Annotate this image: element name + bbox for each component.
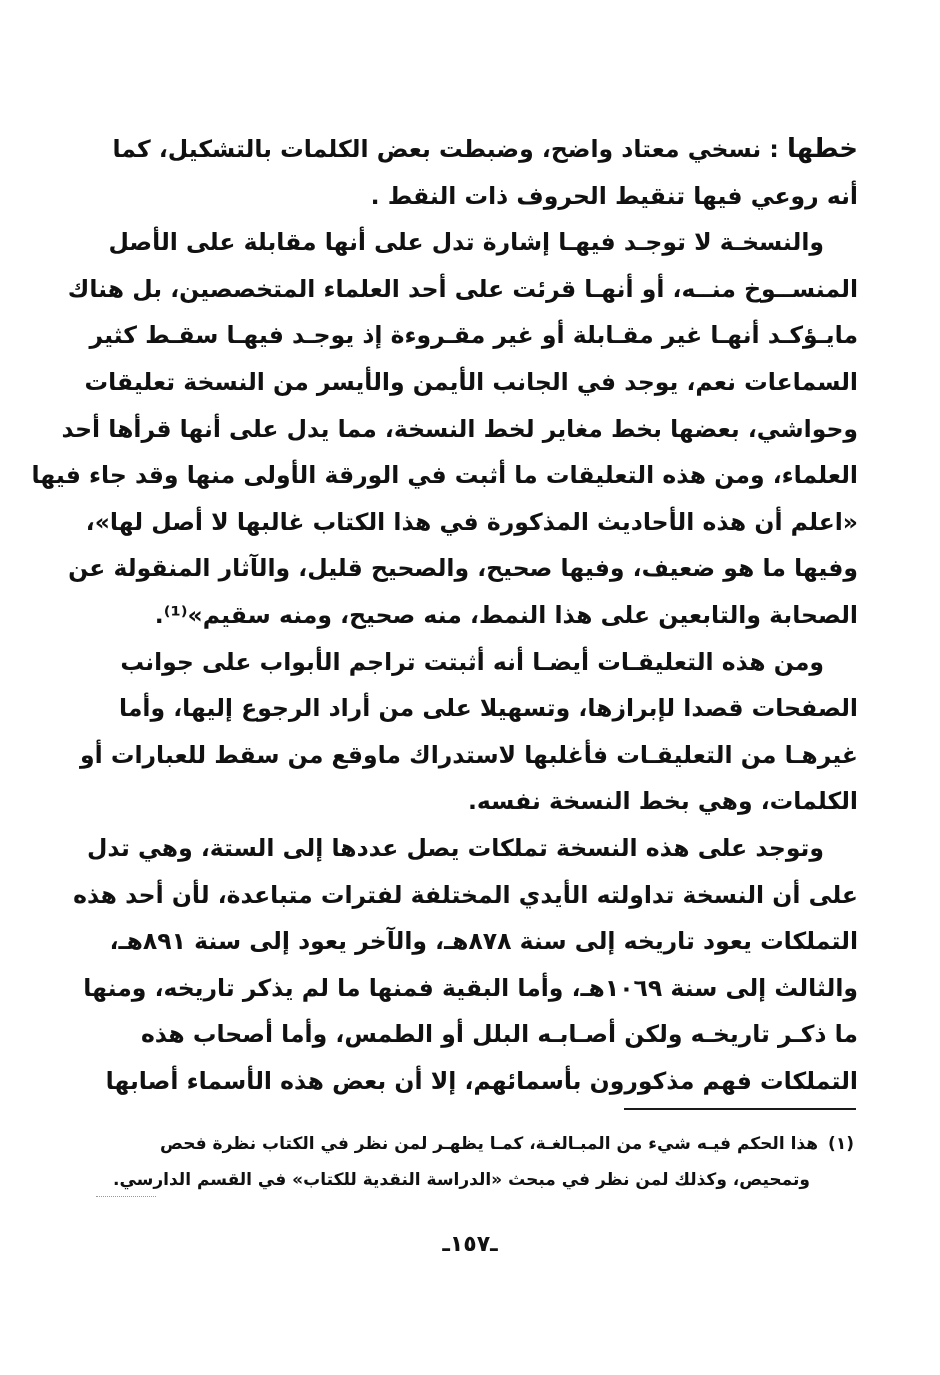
text-line-1-rest: : نسخي معتاد واضح، وضبطت بعض الكلمات بالتشكيل، كما [112,135,779,163]
footnote-line-1-text: هذا الحكم فيـه شيء من المبـالغـة، كمـا يظهـر لمن نظر في الكتاب نظرة فحص [160,1134,819,1154]
text-line-18: التملكات يعود تاريخه إلى سنة ٨٧٨هـ، والآخر يعود إلى سنة ٨٩١هـ، [109,927,858,956]
text-line-20: ما ذكـر تاريخـه ولكن أصـابـه البلل أو الطمس، وأما أصحاب هذه [140,1020,858,1049]
text-line-12 [120,639,858,686]
page-number: ـ١٥٧ـ [442,1232,498,1257]
text-line-1 [112,126,858,173]
text-line-19: والثالث إلى سنة ١٠٦٩هـ، وأما البقية فمنها ما لم يذكر تاريخه، ومنها [83,973,858,1002]
footnote [113,1126,854,1198]
text-line-17: على أن النسخة تداولته الأيدي المختلفة لفترات متباعدة، لأن أحد هذه [73,880,858,909]
text-line-9: «اعلم أن هذه الأحاديث المذكورة في هذا الكتاب غالبها لا أصل لها»، [85,507,858,536]
text-line-14: غيرهـا من التعليقـات فأغلبها لاستدراك ماوقع من سقط للعبارات أو [79,740,858,769]
text-line-8: العلماء، ومن هذه التعليقات ما أثبت في الورقة الأولى منها وقد جاء فيها [31,461,858,490]
text-line-4: المنســوخ منــه، أو أنهـا قرئت على أحد العلماء المتخصصين، بل هناك [67,274,858,303]
text-line-16 [87,825,858,872]
text-line-16-content: وتوجد على هذه النسخة تملكات يصل عددها إلى الستة، وهي تدل [87,833,824,862]
footnote-line-1 [160,1126,854,1162]
footnote-marker: (١) [828,1134,854,1154]
text-line-12-content: ومن هذه التعليقـات أيضـا أنه أثبتت تراجم الأبواب على جوانب [120,647,824,676]
footnote-divider [624,1108,856,1110]
text-line-3 [108,219,858,266]
text-line-5: مايـؤكـد أنهـا غير مقـابلة أو غير مقـروءة إذ يوجـد فيهـا سقـط كثير [89,321,858,350]
text-line-7: وحواشي، بعضها بخط مغاير لخط النسخة، مما يدل على أنها قرأها أحد [61,414,858,443]
text-line-13: الصفحات قصدا لإبرازها، وتسهيلا على من أراد الرجوع إليها، وأما [119,694,858,723]
main-text [31,126,858,1104]
footnote-line-2: وتمحيص، وكذلك لمن نظر في مبحث «الدراسة النقدية للكتاب» في القسم الدارسي. [113,1170,810,1190]
text-line-2: أنه روعي فيها تنقيط الحروف ذات النقط . [370,181,858,210]
text-line-10: وفيها ما هو ضعيف، وفيها صحيح، والصحيح قليل، والآثار المنقولة عن [68,554,858,583]
lead-word: خطها [787,134,858,164]
text-line-11: الصحابة والتابعين على هذا النمط، منه صحيح، ومنه سقيم»⁽¹⁾. [154,600,858,629]
text-line-21: التملكات فهم مذكورون بأسمائهم، إلا أن بعض هذه الأسماء أصابها [105,1066,858,1095]
text-line-6: السماعات نعم، يوجد في الجانب الأيمن والأيسر من النسخة تعليقات [84,367,858,396]
text-line-15: الكلمات، وهي بخط النسخة نفسه. [468,787,858,816]
text-line-3-content: والنسخـة لا توجـد فيهـا إشارة تدل على أنها مقابلة على الأصل [108,228,824,257]
scan-artifact [96,1196,156,1199]
